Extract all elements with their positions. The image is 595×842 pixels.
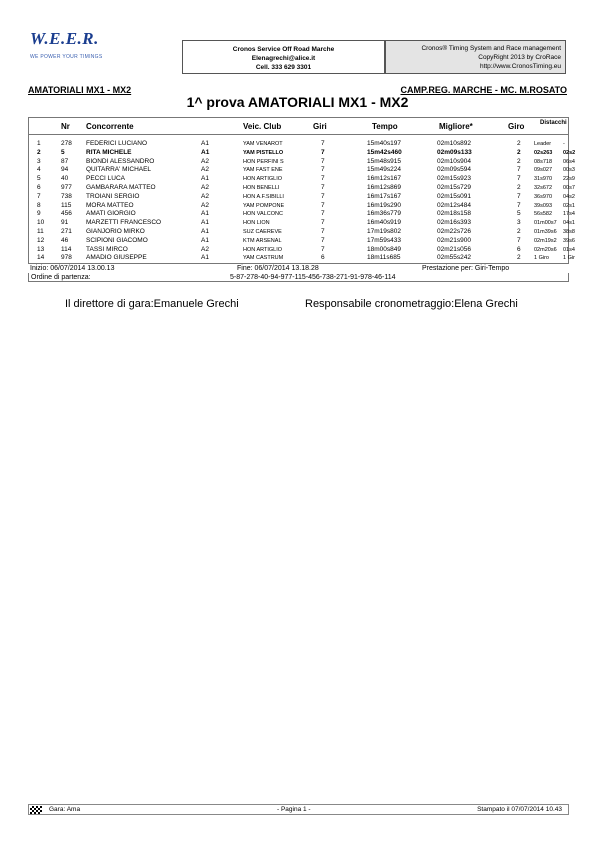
lap-cell: 2 xyxy=(517,184,521,191)
gap-leader-cell: 56s582 xyxy=(534,211,553,218)
time-cell: 15m48s915 xyxy=(367,157,401,165)
gap-leader-cell: 36s970 xyxy=(534,193,553,200)
laps-cell: 7 xyxy=(321,236,325,244)
driver-cell: GIANJORIO MIRKO xyxy=(86,228,145,235)
race-name: Gara: Ama xyxy=(49,806,81,813)
timing-info xyxy=(28,264,569,273)
best-cell: 02m09s594 xyxy=(437,166,471,174)
gap-leader-cell: 02s263 xyxy=(534,149,553,156)
club-cell: SUZ CAEREVE xyxy=(243,229,282,235)
results-table xyxy=(28,117,576,264)
laps-cell: 7 xyxy=(321,140,325,147)
class-cell: A1 xyxy=(201,228,209,235)
page-footer xyxy=(28,804,569,815)
best-cell: 02m15s091 xyxy=(437,192,471,200)
nr-cell: 87 xyxy=(61,157,69,165)
time-cell: 16m19s290 xyxy=(367,201,401,209)
driver-cell: AMATI GIORGIO xyxy=(86,210,136,218)
best-cell: 02m15s923 xyxy=(437,175,471,183)
gap-prev-cell: 00s7 xyxy=(563,185,575,191)
time-cell: 16m12s167 xyxy=(367,175,401,183)
club-cell: HON A.F.SIBILLI xyxy=(243,193,284,200)
class-cell: A1 xyxy=(201,254,209,262)
laps-cell: 7 xyxy=(321,157,325,165)
start-time: Inizio: 06/07/2014 13.00.13 xyxy=(30,265,115,272)
nr-cell: 114 xyxy=(61,245,72,253)
start-order-label: Ordine di partenza: xyxy=(31,274,91,281)
weer-logo xyxy=(30,30,110,64)
time-cell: 15m42s460 xyxy=(367,148,402,156)
time-cell: 15m40s197 xyxy=(367,140,401,147)
system-url: http://www.CronosTiming.eu xyxy=(479,63,561,70)
class-cell: A2 xyxy=(201,184,209,191)
lap-cell: 2 xyxy=(517,157,521,165)
table-row xyxy=(29,254,575,263)
nr-cell: 977 xyxy=(61,184,72,191)
class-cell: A1 xyxy=(201,140,209,147)
gap-prev-cell: 01s4 xyxy=(563,246,575,253)
laps-cell: 7 xyxy=(321,210,325,218)
system-copyright: CopyRight 2013 by CroRace xyxy=(478,54,561,61)
gap-prev-cell: 00s3 xyxy=(563,167,575,174)
system-box xyxy=(385,40,566,74)
pos-cell: 4 xyxy=(37,166,41,174)
pos-cell: 8 xyxy=(37,201,41,209)
gap-prev-cell: 02s1 xyxy=(563,202,575,209)
best-cell: 02m16s393 xyxy=(437,219,471,227)
best-cell: 02m18s158 xyxy=(437,210,471,218)
nr-cell: 115 xyxy=(61,201,72,209)
class-cell: A1 xyxy=(201,148,210,156)
driver-cell: QUITARRA' MICHAEL xyxy=(86,166,152,174)
laps-cell: 7 xyxy=(321,228,325,235)
gap-leader-cell: 01m00s7 xyxy=(534,220,557,227)
performance-type: Prestazione per: Giri-Tempo xyxy=(422,265,510,272)
pos-cell: 13 xyxy=(37,245,45,253)
table-row xyxy=(29,219,575,228)
club-cell: HON PERFINI S xyxy=(243,158,284,165)
lap-cell: 7 xyxy=(517,201,521,209)
gap-prev-cell: 17s4 xyxy=(563,211,575,218)
club-cell: YAM CASTRUM xyxy=(243,255,284,262)
driver-cell: RITA MICHELE xyxy=(86,148,132,156)
organizer-phone: Cell. 333 629 3301 xyxy=(255,64,312,71)
time-cell: 15m49s224 xyxy=(367,166,401,174)
gap-leader-cell: 39s093 xyxy=(534,202,553,209)
col-club: Veic. Club xyxy=(243,122,282,131)
club-cell: YAM POMPONE xyxy=(243,202,285,209)
laps-cell: 7 xyxy=(321,184,325,191)
championship-label: CAMP.REG. MARCHE - MC. M.ROSATO xyxy=(400,85,567,95)
club-cell: YAM VENAROT xyxy=(243,141,283,147)
nr-cell: 5 xyxy=(61,148,65,156)
laps-cell: 7 xyxy=(321,166,325,174)
club-cell: HON ARTIGLIO xyxy=(243,176,283,183)
system-name: Cronos® Timing System and Race management xyxy=(421,45,561,52)
club-cell: HON VALCONC xyxy=(243,211,283,218)
table-row xyxy=(29,210,575,219)
gap-prev-cell: 06s4 xyxy=(563,158,575,165)
col-gaps: Distacchi xyxy=(540,120,567,126)
gap-prev-cell: 02s2 xyxy=(563,149,576,156)
club-cell: HON BENELLI xyxy=(243,185,280,191)
page-title: 1^ prova AMATORIALI MX1 - MX2 xyxy=(186,94,409,110)
col-time: Tempo xyxy=(372,122,398,131)
best-cell: 02m55s242 xyxy=(437,254,471,262)
best-cell: 02m21s056 xyxy=(437,245,471,253)
gap-leader-cell: 31s970 xyxy=(534,176,553,183)
start-order xyxy=(28,273,569,282)
pos-cell: 10 xyxy=(37,219,45,227)
driver-cell: FEDERICI LUCIANO xyxy=(86,140,148,147)
gap-prev-cell: 38s8 xyxy=(563,229,575,235)
nr-cell: 94 xyxy=(61,166,69,174)
pos-cell: 12 xyxy=(37,236,45,244)
pos-cell: 7 xyxy=(37,192,41,200)
lap-cell: 6 xyxy=(517,245,521,253)
table-row xyxy=(29,157,575,167)
lap-cell: 3 xyxy=(517,219,521,227)
gap-prev-cell: 22s9 xyxy=(563,176,575,183)
table-row xyxy=(29,184,575,193)
driver-cell: GAMBARARA MATTEO xyxy=(86,184,156,191)
class-cell: A1 xyxy=(201,210,209,218)
best-cell: 02m22s726 xyxy=(437,228,471,235)
lap-cell: 5 xyxy=(517,210,521,218)
class-cell: A1 xyxy=(201,219,209,227)
table-row xyxy=(29,166,575,175)
best-cell: 02m10s892 xyxy=(437,140,471,147)
gap-leader-cell: 02m20s6 xyxy=(534,246,557,253)
table-row xyxy=(29,175,575,184)
lap-cell: 2 xyxy=(517,254,521,262)
table-row xyxy=(29,192,575,202)
laps-cell: 7 xyxy=(321,175,325,183)
gap-leader-cell: 09s027 xyxy=(534,167,553,174)
gap-prev-cell: 04s1 xyxy=(563,220,575,227)
gap-leader-cell: Leader xyxy=(534,141,552,147)
col-lap: Giro xyxy=(508,122,525,131)
pos-cell: 3 xyxy=(37,157,41,165)
gap-leader-cell: 02m19s2 xyxy=(534,237,557,244)
lap-cell: 2 xyxy=(517,148,521,156)
club-cell: HON ARTIGLIO xyxy=(243,246,283,253)
class-cell: A2 xyxy=(201,157,209,165)
nr-cell: 456 xyxy=(61,210,72,218)
class-cell: A1 xyxy=(201,175,209,183)
timing-manager: Responsabile cronometraggio:Elena Grechi xyxy=(305,298,518,310)
best-cell: 02m15s729 xyxy=(437,184,471,191)
time-cell: 16m36s779 xyxy=(367,210,401,218)
driver-cell: SCIPIONI GIACOMO xyxy=(86,236,148,244)
logo-tagline: WE POWER YOUR TIMINGS xyxy=(30,54,103,60)
best-cell: 02m09s133 xyxy=(437,148,472,156)
club-cell: YAM PISTELLO xyxy=(243,149,284,156)
col-laps: Giri xyxy=(313,122,327,131)
col-nr: Nr xyxy=(61,122,70,131)
best-cell: 02m10s904 xyxy=(437,157,471,165)
table-row xyxy=(29,245,575,255)
nr-cell: 738 xyxy=(61,192,72,200)
driver-cell: TASSI MIRCO xyxy=(86,245,128,253)
time-cell: 18m11s685 xyxy=(367,254,401,262)
lap-cell: 2 xyxy=(517,140,521,147)
driver-cell: MORA MATTEO xyxy=(86,201,134,209)
best-cell: 02m21s900 xyxy=(437,236,471,244)
lap-cell: 7 xyxy=(517,175,521,183)
laps-cell: 7 xyxy=(321,219,325,227)
laps-cell: 7 xyxy=(321,192,325,200)
time-cell: 16m17s167 xyxy=(367,192,401,200)
end-time: Fine: 06/07/2014 13.18.28 xyxy=(237,265,319,272)
time-cell: 17m59s433 xyxy=(367,236,401,244)
best-cell: 02m12s484 xyxy=(437,201,471,209)
col-best: Migliore* xyxy=(439,122,473,131)
lap-cell: 2 xyxy=(517,228,521,235)
gap-leader-cell: 08s718 xyxy=(534,158,553,165)
class-cell: A2 xyxy=(201,166,209,174)
club-cell: YAM FAST ENE xyxy=(243,167,283,174)
time-cell: 16m12s869 xyxy=(367,184,401,191)
lap-cell: 7 xyxy=(517,166,521,174)
gap-prev-cell: 1 Gir xyxy=(563,255,575,262)
pos-cell: 5 xyxy=(37,175,41,183)
pos-cell: 14 xyxy=(37,254,45,262)
gap-prev-cell: 39s6 xyxy=(563,237,575,244)
class-cell: A2 xyxy=(201,201,209,209)
table-header xyxy=(29,122,568,134)
race-director: Il direttore di gara:Emanuele Grechi xyxy=(65,298,239,310)
nr-cell: 46 xyxy=(61,236,69,244)
gap-leader-cell: 01m39s6 xyxy=(534,229,557,235)
pos-cell: 1 xyxy=(37,140,41,147)
nr-cell: 271 xyxy=(61,228,72,235)
table-row xyxy=(29,148,576,158)
page-number: - Pagina 1 - xyxy=(277,806,311,813)
laps-cell: 7 xyxy=(321,201,325,209)
class-cell: A1 xyxy=(201,236,209,244)
header-divider xyxy=(29,134,568,135)
nr-cell: 278 xyxy=(61,140,72,147)
pos-cell: 9 xyxy=(37,210,41,218)
pos-cell: 11 xyxy=(37,228,44,235)
gap-prev-cell: - xyxy=(563,141,565,147)
club-cell: KTM ARSENAL xyxy=(243,237,282,244)
logo-word: W.E.E.R. xyxy=(30,29,99,48)
organizer-box xyxy=(182,40,385,74)
table-row xyxy=(29,140,568,149)
nr-cell: 40 xyxy=(61,175,69,183)
time-cell: 17m19s802 xyxy=(367,228,401,235)
pos-cell: 6 xyxy=(37,184,41,191)
laps-cell: 7 xyxy=(321,245,325,253)
driver-cell: PECCI LUCA xyxy=(86,175,126,183)
driver-cell: TROIANI SERGIO xyxy=(86,192,140,200)
start-order-list: 5-87-278-40-94-977-115-456-738-271-91-978-46-114 xyxy=(230,274,396,281)
time-cell: 18m00s849 xyxy=(367,245,401,253)
time-cell: 16m40s919 xyxy=(367,219,401,227)
driver-cell: AMADIO GIUSEPPE xyxy=(86,254,147,262)
table-row xyxy=(29,228,575,237)
lap-cell: 7 xyxy=(517,236,521,244)
gap-leader-cell: 32s672 xyxy=(534,185,553,191)
print-date: Stampato il 07/07/2014 10.43 xyxy=(477,806,562,813)
nr-cell: 978 xyxy=(61,254,72,262)
driver-cell: BIONDI ALESSANDRO xyxy=(86,157,155,165)
organizer-name: Cronos Service Off Road Marche xyxy=(232,46,335,53)
col-driver: Concorrente xyxy=(86,122,134,131)
laps-cell: 7 xyxy=(321,148,325,156)
pos-cell: 2 xyxy=(37,148,41,156)
checkered-flag-icon xyxy=(30,806,42,814)
club-cell: HON LION xyxy=(243,220,270,227)
gap-leader-cell: 1 Giro xyxy=(534,255,549,262)
nr-cell: 91 xyxy=(61,219,69,227)
class-cell: A2 xyxy=(201,245,209,253)
organizer-email: Elenagrechi@alice.it xyxy=(251,55,316,62)
lap-cell: 7 xyxy=(517,192,521,200)
class-cell: A2 xyxy=(201,192,209,200)
table-row xyxy=(29,201,575,211)
driver-cell: MARZETTI FRANCESCO xyxy=(86,219,162,227)
gap-prev-cell: 04s2 xyxy=(563,193,575,200)
laps-cell: 6 xyxy=(321,254,325,262)
table-row xyxy=(29,236,575,246)
category-label: AMATORIALI MX1 - MX2 xyxy=(28,85,132,95)
